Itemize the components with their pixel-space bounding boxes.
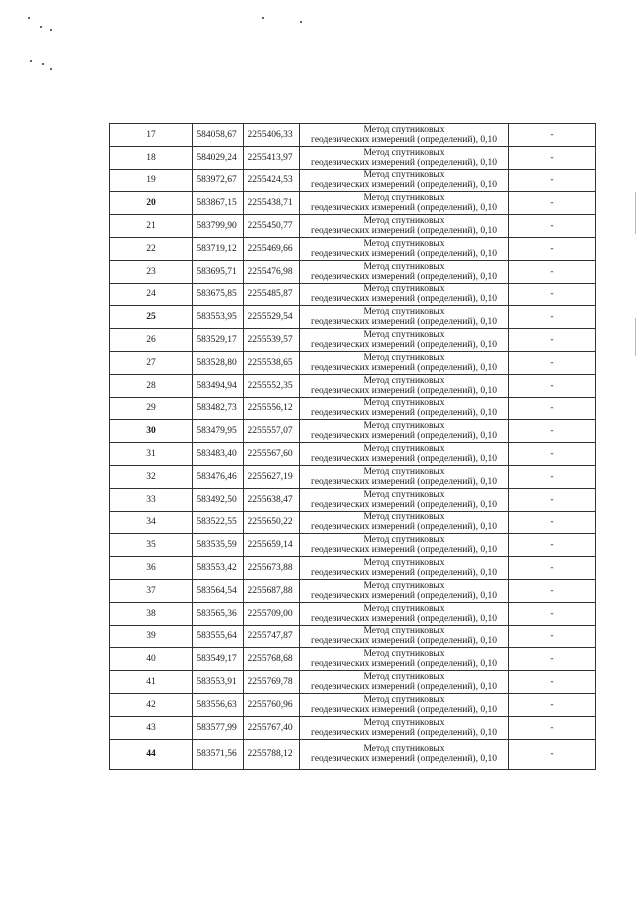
x-coordinate-cell: 583556,63: [193, 693, 244, 716]
x-coordinate-cell: 583564,54: [193, 579, 244, 602]
method-cell: [300, 237, 509, 260]
point-number-cell: 44: [110, 739, 193, 769]
method-line-1: Метод спутниковых: [363, 603, 445, 614]
scan-edge-line: [635, 192, 636, 234]
x-coordinate-cell: 583549,17: [193, 648, 244, 671]
method-line-1: Метод спутниковых: [363, 421, 445, 432]
table-row: [110, 215, 596, 238]
description-cell: -: [509, 671, 596, 694]
y-coordinate-cell: 2255450,77: [244, 215, 300, 238]
method-line-1: Метод спутниковых: [363, 717, 445, 728]
method-line-2: геодезических измерений (определений), 0,10: [311, 545, 497, 556]
scan-edge-line: [635, 318, 636, 356]
method-line-2: геодезических измерений (определений), 0,10: [311, 248, 497, 259]
method-cell: [300, 465, 509, 488]
method-cell: [300, 602, 509, 625]
table-row: [110, 283, 596, 306]
table-row: [110, 146, 596, 169]
method-line-1: Метод спутниковых: [363, 352, 445, 363]
method-line-2: геодезических измерений (определений), 0,10: [311, 522, 497, 533]
method-line-2: геодезических измерений (определений), 0,10: [311, 476, 497, 487]
description-cell: -: [509, 488, 596, 511]
method-line-1: Метод спутниковых: [363, 307, 445, 318]
x-coordinate-cell: 583492,50: [193, 488, 244, 511]
method-line-2: геодезических измерений (определений), 0,10: [311, 385, 497, 396]
method-line-2: геодезических измерений (определений), 0,10: [311, 590, 497, 601]
method-line-1: Метод спутниковых: [363, 444, 445, 455]
description-cell: -: [509, 215, 596, 238]
method-line-2: геодезических измерений (определений), 0,10: [311, 754, 497, 765]
method-line-1: Метод спутниковых: [363, 466, 445, 477]
method-cell: [300, 215, 509, 238]
point-number-cell: 42: [110, 693, 193, 716]
description-cell: -: [509, 648, 596, 671]
description-cell: -: [509, 625, 596, 648]
x-coordinate-cell: 583522,55: [193, 511, 244, 534]
method-cell: [300, 192, 509, 215]
method-line-1: Метод спутниковых: [363, 744, 445, 755]
scan-speck: [50, 68, 52, 70]
table-row: [110, 192, 596, 215]
table-row: [110, 693, 596, 716]
description-cell: -: [509, 420, 596, 443]
method-cell: [300, 329, 509, 352]
point-number-cell: 38: [110, 602, 193, 625]
table-row: [110, 671, 596, 694]
method-cell: [300, 739, 509, 769]
method-line-2: геодезических измерений (определений), 0,10: [311, 613, 497, 624]
method-cell: [300, 648, 509, 671]
point-number-cell: 37: [110, 579, 193, 602]
method-cell: [300, 625, 509, 648]
y-coordinate-cell: 2255557,07: [244, 420, 300, 443]
method-cell: [300, 283, 509, 306]
method-line-2: геодезических измерений (определений), 0,10: [311, 568, 497, 579]
method-cell: [300, 420, 509, 443]
coordinates-table-body: [110, 124, 596, 770]
method-line-1: Метод спутниковых: [363, 238, 445, 249]
method-line-2: геодезических измерений (определений), 0,10: [311, 727, 497, 738]
description-cell: -: [509, 557, 596, 580]
scan-speck: [300, 21, 302, 23]
table-row: [110, 351, 596, 374]
y-coordinate-cell: 2255438,71: [244, 192, 300, 215]
method-line-2: геодезических измерений (определений), 0,10: [311, 431, 497, 442]
method-line-2: геодезических измерений (определений), 0,10: [311, 317, 497, 328]
point-number-cell: 17: [110, 124, 193, 147]
x-coordinate-cell: 583528,80: [193, 351, 244, 374]
point-number-cell: 25: [110, 306, 193, 329]
method-line-1: Метод спутниковых: [363, 694, 445, 705]
method-cell: [300, 306, 509, 329]
table-row: [110, 420, 596, 443]
x-coordinate-cell: 583494,94: [193, 374, 244, 397]
point-number-cell: 22: [110, 237, 193, 260]
method-cell: [300, 716, 509, 739]
description-cell: -: [509, 693, 596, 716]
table-row: [110, 169, 596, 192]
method-cell: [300, 351, 509, 374]
y-coordinate-cell: 2255538,65: [244, 351, 300, 374]
method-line-2: геодезических измерений (определений), 0,10: [311, 294, 497, 305]
table-row: [110, 488, 596, 511]
point-number-cell: 31: [110, 443, 193, 466]
y-coordinate-cell: 2255687,88: [244, 579, 300, 602]
y-coordinate-cell: 2255760,96: [244, 693, 300, 716]
table-row: [110, 511, 596, 534]
point-number-cell: 27: [110, 351, 193, 374]
method-line-2: геодезических измерений (определений), 0,10: [311, 271, 497, 282]
method-line-1: Метод спутниковых: [363, 284, 445, 295]
point-number-cell: 19: [110, 169, 193, 192]
x-coordinate-cell: 583799,90: [193, 215, 244, 238]
x-coordinate-cell: 583476,46: [193, 465, 244, 488]
coordinates-table: [109, 123, 596, 770]
method-line-2: геодезических измерений (определений), 0,10: [311, 157, 497, 168]
y-coordinate-cell: 2255413,97: [244, 146, 300, 169]
method-line-2: геодезических измерений (определений), 0,10: [311, 636, 497, 647]
x-coordinate-cell: 583483,40: [193, 443, 244, 466]
table-row: [110, 374, 596, 397]
description-cell: -: [509, 283, 596, 306]
method-line-1: Метод спутниковых: [363, 489, 445, 500]
point-number-cell: 21: [110, 215, 193, 238]
description-cell: -: [509, 443, 596, 466]
method-cell: [300, 443, 509, 466]
y-coordinate-cell: 2255406,33: [244, 124, 300, 147]
description-cell: -: [509, 579, 596, 602]
x-coordinate-cell: 583482,73: [193, 397, 244, 420]
description-cell: -: [509, 146, 596, 169]
table-row: [110, 534, 596, 557]
table-row: [110, 237, 596, 260]
x-coordinate-cell: 583719,12: [193, 237, 244, 260]
method-cell: [300, 488, 509, 511]
scan-speck: [28, 17, 30, 19]
y-coordinate-cell: 2255485,87: [244, 283, 300, 306]
method-line-2: геодезических измерений (определений), 0,10: [311, 180, 497, 191]
method-line-1: Метод спутниковых: [363, 558, 445, 569]
description-cell: -: [509, 739, 596, 769]
method-line-1: Метод спутниковых: [363, 261, 445, 272]
x-coordinate-cell: 583867,15: [193, 192, 244, 215]
x-coordinate-cell: 583535,59: [193, 534, 244, 557]
method-line-1: Метод спутниковых: [363, 124, 445, 135]
method-line-2: геодезических измерений (определений), 0,10: [311, 659, 497, 670]
method-cell: [300, 671, 509, 694]
x-coordinate-cell: 583553,91: [193, 671, 244, 694]
y-coordinate-cell: 2255529,54: [244, 306, 300, 329]
y-coordinate-cell: 2255556,12: [244, 397, 300, 420]
point-number-cell: 18: [110, 146, 193, 169]
table-row: [110, 739, 596, 769]
x-coordinate-cell: 583565,36: [193, 602, 244, 625]
x-coordinate-cell: 583553,42: [193, 557, 244, 580]
table-row: [110, 443, 596, 466]
x-coordinate-cell: 583553,95: [193, 306, 244, 329]
description-cell: -: [509, 534, 596, 557]
point-number-cell: 26: [110, 329, 193, 352]
description-cell: -: [509, 124, 596, 147]
point-number-cell: 20: [110, 192, 193, 215]
point-number-cell: 36: [110, 557, 193, 580]
x-coordinate-cell: 584058,67: [193, 124, 244, 147]
method-line-1: Метод спутниковых: [363, 512, 445, 523]
description-cell: -: [509, 329, 596, 352]
y-coordinate-cell: 2255767,40: [244, 716, 300, 739]
table-row: [110, 465, 596, 488]
table-row: [110, 625, 596, 648]
method-cell: [300, 374, 509, 397]
method-line-2: геодезических измерений (определений), 0,10: [311, 454, 497, 465]
y-coordinate-cell: 2255567,60: [244, 443, 300, 466]
point-number-cell: 34: [110, 511, 193, 534]
method-line-1: Метод спутниковых: [363, 216, 445, 227]
point-number-cell: 43: [110, 716, 193, 739]
method-line-2: геодезических измерений (определений), 0,10: [311, 340, 497, 351]
x-coordinate-cell: 583577,99: [193, 716, 244, 739]
point-number-cell: 33: [110, 488, 193, 511]
point-number-cell: 30: [110, 420, 193, 443]
method-line-1: Метод спутниковых: [363, 649, 445, 660]
method-cell: [300, 124, 509, 147]
table-row: [110, 716, 596, 739]
point-number-cell: 29: [110, 397, 193, 420]
method-line-1: Метод спутниковых: [363, 626, 445, 637]
description-cell: -: [509, 397, 596, 420]
method-line-1: Метод спутниковых: [363, 147, 445, 158]
method-cell: [300, 511, 509, 534]
scan-speck: [50, 29, 52, 31]
method-cell: [300, 693, 509, 716]
description-cell: -: [509, 192, 596, 215]
table-row: [110, 648, 596, 671]
table-row: [110, 124, 596, 147]
method-cell: [300, 260, 509, 283]
method-line-1: Метод спутниковых: [363, 170, 445, 181]
y-coordinate-cell: 2255659,14: [244, 534, 300, 557]
method-line-1: Метод спутниковых: [363, 672, 445, 683]
method-line-2: геодезических измерений (определений), 0,10: [311, 226, 497, 237]
method-line-2: геодезических измерений (определений), 0,10: [311, 203, 497, 214]
point-number-cell: 35: [110, 534, 193, 557]
point-number-cell: 41: [110, 671, 193, 694]
x-coordinate-cell: 583555,64: [193, 625, 244, 648]
y-coordinate-cell: 2255673,88: [244, 557, 300, 580]
y-coordinate-cell: 2255476,98: [244, 260, 300, 283]
x-coordinate-cell: 583675,85: [193, 283, 244, 306]
y-coordinate-cell: 2255769,78: [244, 671, 300, 694]
table-row: [110, 329, 596, 352]
y-coordinate-cell: 2255788,12: [244, 739, 300, 769]
scan-speck: [42, 63, 44, 65]
x-coordinate-cell: 583695,71: [193, 260, 244, 283]
method-line-2: геодезических измерений (определений), 0,10: [311, 134, 497, 145]
y-coordinate-cell: 2255747,87: [244, 625, 300, 648]
description-cell: -: [509, 374, 596, 397]
description-cell: -: [509, 602, 596, 625]
method-cell: [300, 557, 509, 580]
method-cell: [300, 146, 509, 169]
table-row: [110, 579, 596, 602]
method-line-1: Метод спутниковых: [363, 330, 445, 341]
method-line-2: геодезических измерений (определений), 0,10: [311, 408, 497, 419]
method-line-1: Метод спутниковых: [363, 193, 445, 204]
y-coordinate-cell: 2255552,35: [244, 374, 300, 397]
description-cell: -: [509, 511, 596, 534]
method-line-2: геодезических измерений (определений), 0,10: [311, 499, 497, 510]
method-line-2: геодезических измерений (определений), 0,10: [311, 682, 497, 693]
method-line-2: геодезических измерений (определений), 0,10: [311, 362, 497, 373]
table-row: [110, 260, 596, 283]
point-number-cell: 23: [110, 260, 193, 283]
y-coordinate-cell: 2255768,68: [244, 648, 300, 671]
x-coordinate-cell: 583529,17: [193, 329, 244, 352]
method-line-1: Метод спутниковых: [363, 398, 445, 409]
method-line-2: геодезических измерений (определений), 0,10: [311, 704, 497, 715]
description-cell: -: [509, 351, 596, 374]
table-row: [110, 602, 596, 625]
scan-speck: [40, 26, 42, 28]
description-cell: -: [509, 306, 596, 329]
y-coordinate-cell: 2255469,66: [244, 237, 300, 260]
x-coordinate-cell: 583972,67: [193, 169, 244, 192]
x-coordinate-cell: 583479,95: [193, 420, 244, 443]
description-cell: -: [509, 237, 596, 260]
x-coordinate-cell: 583571,56: [193, 739, 244, 769]
scan-speck: [30, 60, 32, 62]
table-row: [110, 557, 596, 580]
point-number-cell: 32: [110, 465, 193, 488]
method-line-1: Метод спутниковых: [363, 580, 445, 591]
y-coordinate-cell: 2255650,22: [244, 511, 300, 534]
method-cell: [300, 169, 509, 192]
method-cell: [300, 397, 509, 420]
point-number-cell: 24: [110, 283, 193, 306]
table-row: [110, 397, 596, 420]
scan-speck: [262, 17, 264, 19]
point-number-cell: 40: [110, 648, 193, 671]
y-coordinate-cell: 2255424,53: [244, 169, 300, 192]
description-cell: -: [509, 260, 596, 283]
y-coordinate-cell: 2255709,00: [244, 602, 300, 625]
y-coordinate-cell: 2255627,19: [244, 465, 300, 488]
point-number-cell: 39: [110, 625, 193, 648]
method-line-1: Метод спутниковых: [363, 535, 445, 546]
description-cell: -: [509, 716, 596, 739]
method-cell: [300, 579, 509, 602]
description-cell: -: [509, 169, 596, 192]
table-row: [110, 306, 596, 329]
y-coordinate-cell: 2255539,57: [244, 329, 300, 352]
x-coordinate-cell: 584029,24: [193, 146, 244, 169]
description-cell: -: [509, 465, 596, 488]
y-coordinate-cell: 2255638,47: [244, 488, 300, 511]
point-number-cell: 28: [110, 374, 193, 397]
method-line-1: Метод спутниковых: [363, 375, 445, 386]
method-cell: [300, 534, 509, 557]
